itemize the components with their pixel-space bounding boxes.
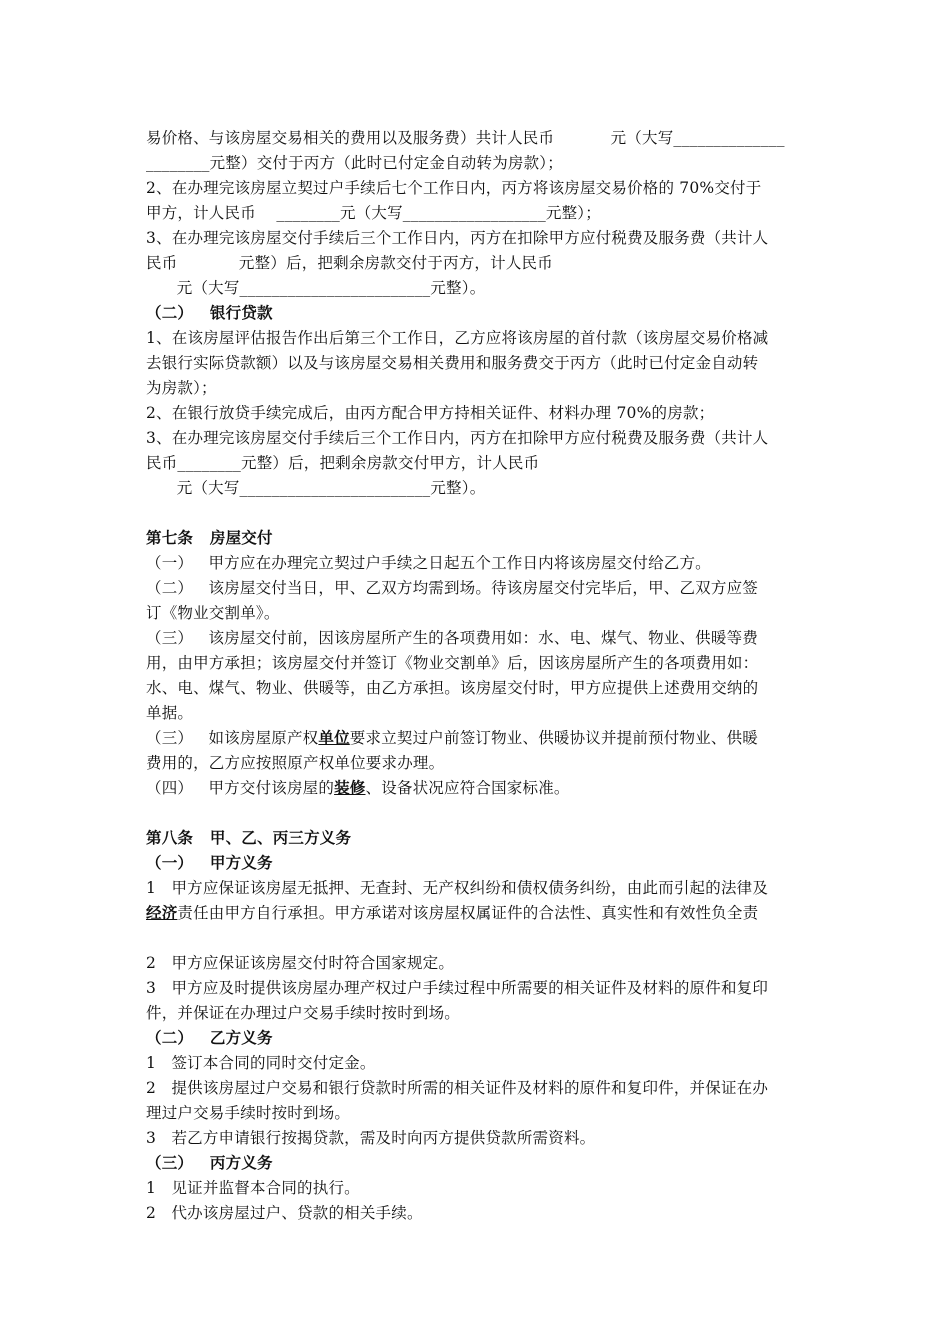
paragraph-line: 3、在办理完该房屋交付手续后三个工作日内，丙方在扣除甲方应付税费及服务费（共计人: [146, 429, 769, 447]
paragraph-line: 3 甲方应及时提供该房屋办理产权过户手续过程中所需要的相关证件及材料的原件和复印: [146, 979, 769, 997]
paragraph-line: [146, 777, 570, 799]
line-text: 要求立契过户前签订物业、供暖协议并提前预付物业、供暖: [349, 729, 758, 747]
paragraph-line: （二） 该房屋交付当日，甲、乙双方均需到场。待该房屋交付完毕后，甲、乙双方应签: [146, 579, 758, 597]
paragraph-line: 2、在银行放贷手续完成后，由丙方配合甲方持相关证件、材料办理 70%的房款；: [146, 404, 715, 422]
paragraph-line: 2 甲方应保证该房屋交付时符合国家规定。: [146, 954, 455, 972]
paragraph-line: 元（大写________________________元整）。: [146, 279, 486, 297]
paragraph-line: 1、在该房屋评估报告作出后第三个工作日，乙方应将该房屋的首付款（该房屋交易价格减: [146, 329, 769, 347]
paragraph-line: 件，并保证在办理过户交易手续时按时到场。: [146, 1004, 461, 1022]
paragraph-line: 1 甲方应保证该房屋无抵押、无查封、无产权纠纷和债权债务纠纷，由此而引起的法律及: [146, 879, 769, 897]
line-text: （四） 甲方交付该房屋的: [146, 779, 335, 797]
paragraph-line: 用，由甲方承担；该房屋交付并签订《物业交割单》后，因该房屋所产生的各项费用如：: [146, 654, 759, 672]
hyperlink-zhuangxiu[interactable]: 装修: [334, 778, 366, 797]
paragraph-line: 1 签订本合同的同时交付定金。: [146, 1054, 376, 1072]
paragraph-line: （一） 甲方应在办理完立契过户手续之日起五个工作日内将该房屋交付给乙方。: [146, 554, 711, 572]
line-text: （三） 如该房屋原产权: [146, 729, 319, 747]
paragraph-line: 易价格、与该房屋交易相关的费用以及服务费）共计人民币 元（大写______________: [146, 129, 785, 147]
section-heading: （二） 银行贷款: [146, 303, 273, 322]
paragraph-line: 2 代办该房屋过户、贷款的相关手续。: [146, 1204, 423, 1222]
paragraph-line: 去银行实际贷款额）以及与该房屋交易相关费用和服务费交于丙方（此时已付定金自动转: [146, 354, 759, 372]
section-heading: （三） 丙方义务: [146, 1153, 273, 1172]
paragraph-line: 2 提供该房屋过户交易和银行贷款时所需的相关证件及材料的原件和复印件，并保证在办: [146, 1079, 769, 1097]
paragraph-line: 甲方，计人民币 ________元（大写__________________元整）；: [146, 204, 601, 222]
paragraph-line: 民币 元整）后，把剩余房款交付于丙方，计人民币: [146, 254, 553, 272]
section-heading: （一） 甲方义务: [146, 853, 273, 872]
paragraph-line: 3、在办理完该房屋交付手续后三个工作日内，丙方在扣除甲方应付税费及服务费（共计人: [146, 229, 769, 247]
line-text: 责任由甲方自行承担。甲方承诺对该房屋权属证件的合法性、真实性和有效性负全责: [177, 904, 759, 922]
hyperlink-danwei[interactable]: 单位: [318, 728, 350, 747]
paragraph-line: 单据。: [146, 704, 194, 722]
paragraph-line: ________元整）交付于丙方（此时已付定金自动转为房款）；: [146, 154, 563, 172]
paragraph-line: [146, 727, 758, 749]
paragraph-line: 民币________元整）后，把剩余房款交付甲方，计人民币: [146, 454, 540, 472]
paragraph-line: 为房款）；: [146, 379, 217, 397]
paragraph-line: 水、电、煤气、物业、供暖等，由乙方承担。该房屋交付时，甲方应提供上述费用交纳的: [146, 679, 759, 697]
paragraph-line: 理过户交易手续时按时到场。: [146, 1104, 351, 1122]
hyperlink-jingji[interactable]: 经济: [146, 903, 178, 922]
paragraph-line: 2、在办理完该房屋立契过户手续后七个工作日内，丙方将该房屋交易价格的 70%交付于: [146, 179, 762, 197]
paragraph-line: 元（大写________________________元整）。: [146, 479, 486, 497]
paragraph-line: 订《物业交割单》。: [146, 604, 280, 622]
article-title: 第八条 甲、乙、丙三方义务: [146, 828, 352, 847]
paragraph-line: 费用的，乙方应按照原产权单位要求办理。: [146, 754, 445, 772]
section-heading: （二） 乙方义务: [146, 1028, 273, 1047]
paragraph-line: （三） 该房屋交付前，因该房屋所产生的各项费用如：水、电、煤气、物业、供暖等费: [146, 629, 758, 647]
paragraph-line: [146, 902, 758, 924]
paragraph-line: 3 若乙方申请银行按揭贷款，需及时向丙方提供贷款所需资料。: [146, 1129, 596, 1147]
paragraph-line: 1 见证并监督本合同的执行。: [146, 1179, 360, 1197]
article-title: 第七条 房屋交付: [146, 528, 273, 547]
line-text: 、设备状况应符合国家标准。: [365, 779, 570, 797]
